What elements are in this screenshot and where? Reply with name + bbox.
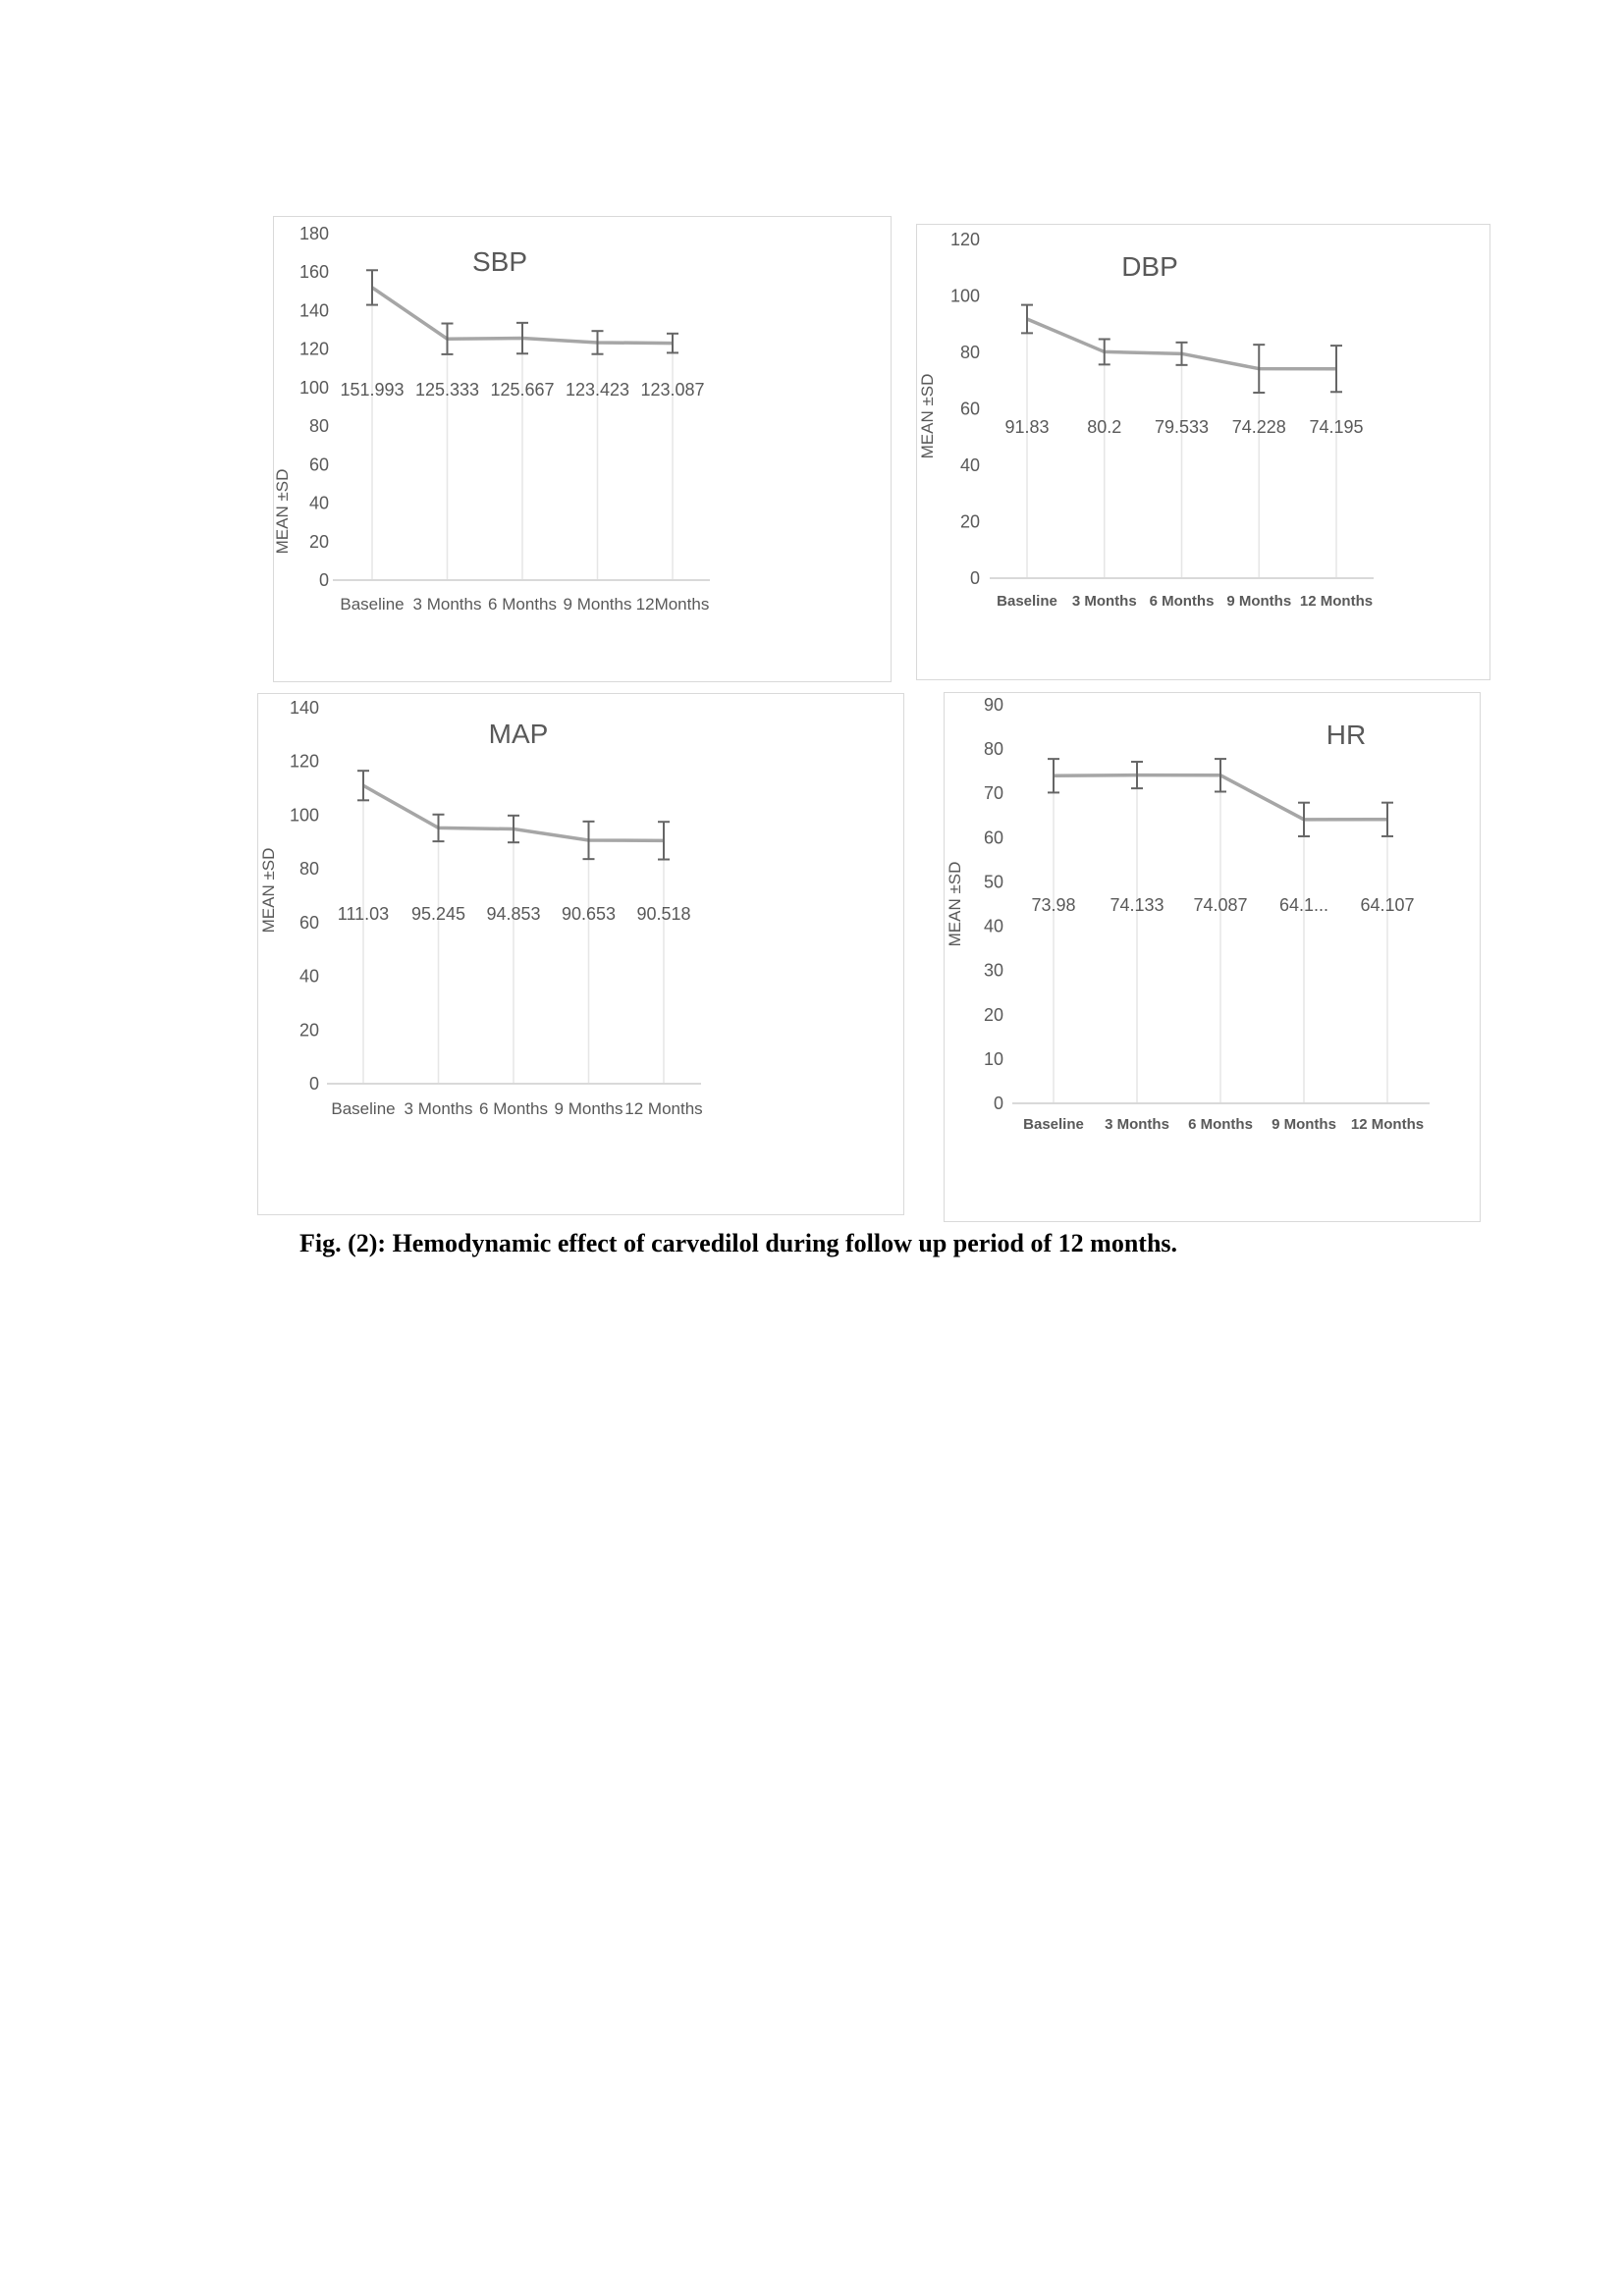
x-tick-label: 12 Months xyxy=(1350,1116,1425,1133)
x-tick-label: Baseline xyxy=(997,593,1057,610)
y-tick-label: 0 xyxy=(318,570,329,590)
data-label: 74.133 xyxy=(1110,895,1164,915)
x-tick-label: 6 Months xyxy=(1149,593,1215,610)
dbp-chart-svg xyxy=(917,225,1489,679)
y-tick-label: 40 xyxy=(983,916,1003,936)
data-label: 74.195 xyxy=(1309,417,1364,437)
data-label: 95.245 xyxy=(410,904,466,924)
y-tick-label: 60 xyxy=(308,454,329,475)
y-tick-label: 10 xyxy=(983,1048,1003,1069)
hr-chart-svg xyxy=(945,693,1480,1221)
y-tick-label: 140 xyxy=(289,698,319,718)
chart-title: DBP xyxy=(1121,251,1178,282)
data-label: 125.667 xyxy=(490,380,555,400)
x-tick-label: 6 Months xyxy=(488,595,557,614)
y-axis-title: MEAN ±SD xyxy=(946,861,964,947)
data-label: 80.2 xyxy=(1087,417,1122,437)
sbp-chart-svg xyxy=(274,217,891,681)
y-tick-label: 0 xyxy=(993,1094,1003,1113)
x-tick-label: 3 Months xyxy=(412,595,482,614)
data-label: 111.03 xyxy=(337,904,390,924)
y-axis-title: MEAN ±SD xyxy=(259,847,278,934)
data-label: 125.333 xyxy=(414,380,480,400)
y-tick-label: 100 xyxy=(949,286,980,306)
chart-title: SBP xyxy=(471,246,528,277)
y-tick-label: 40 xyxy=(298,966,319,987)
y-tick-label: 30 xyxy=(983,960,1003,981)
data-label: 73.98 xyxy=(1031,895,1076,915)
x-tick-label: 9 Months xyxy=(563,595,632,614)
y-tick-label: 20 xyxy=(959,511,980,532)
x-tick-label: 3 Months xyxy=(1105,1116,1169,1133)
y-axis-title: MEAN ±SD xyxy=(273,468,292,555)
y-tick-label: 60 xyxy=(983,828,1003,848)
y-tick-label: 120 xyxy=(298,339,329,359)
y-tick-label: 0 xyxy=(969,568,980,588)
y-axis-title: MEAN ±SD xyxy=(918,373,937,459)
sbp-chart xyxy=(273,216,892,682)
data-label: 74.087 xyxy=(1193,895,1248,915)
data-label: 94.853 xyxy=(486,904,541,924)
x-tick-label: 12 Months xyxy=(1299,593,1374,610)
y-tick-label: 120 xyxy=(289,751,319,772)
data-label: 151.993 xyxy=(340,380,405,400)
hr-chart xyxy=(944,692,1481,1222)
y-tick-label: 50 xyxy=(983,872,1003,892)
x-tick-label: 9 Months xyxy=(1272,1116,1336,1133)
y-tick-label: 20 xyxy=(298,1020,319,1041)
y-tick-label: 80 xyxy=(959,343,980,362)
x-tick-label: Baseline xyxy=(331,1099,396,1118)
y-tick-label: 160 xyxy=(298,262,329,283)
y-tick-label: 120 xyxy=(949,230,980,249)
dbp-chart xyxy=(916,224,1490,680)
data-label: 64.1... xyxy=(1278,895,1329,915)
y-tick-label: 180 xyxy=(298,224,329,243)
data-label: 79.533 xyxy=(1154,417,1210,437)
figure-caption: Fig. (2): Hemodynamic effect of carvedilol during follow up period of 12 months. xyxy=(299,1229,1178,1257)
data-label: 123.423 xyxy=(565,380,630,400)
x-tick-label: 9 Months xyxy=(554,1099,623,1118)
y-tick-label: 20 xyxy=(983,1004,1003,1025)
data-label: 91.83 xyxy=(1004,417,1050,437)
data-label: 74.228 xyxy=(1231,417,1286,437)
y-tick-label: 100 xyxy=(298,377,329,398)
x-tick-label: Baseline xyxy=(1023,1116,1084,1133)
y-tick-label: 40 xyxy=(308,493,329,513)
map-chart-svg xyxy=(258,694,903,1214)
y-tick-label: 70 xyxy=(983,783,1003,804)
y-tick-label: 100 xyxy=(289,805,319,826)
y-tick-label: 80 xyxy=(983,739,1003,760)
y-tick-label: 60 xyxy=(298,912,319,933)
map-chart xyxy=(257,693,904,1215)
chart-title: MAP xyxy=(488,719,549,749)
data-label: 90.518 xyxy=(636,904,691,924)
x-tick-label: 12Months xyxy=(635,595,710,614)
y-tick-label: 20 xyxy=(308,531,329,552)
x-tick-label: 6 Months xyxy=(1188,1116,1253,1133)
y-tick-label: 0 xyxy=(308,1074,319,1094)
y-tick-label: 90 xyxy=(983,695,1003,715)
data-label: 123.087 xyxy=(640,380,705,400)
chart-title: HR xyxy=(1326,720,1367,750)
x-tick-label: Baseline xyxy=(340,595,405,614)
data-label: 64.107 xyxy=(1360,895,1415,915)
y-tick-label: 80 xyxy=(308,416,329,437)
y-tick-label: 60 xyxy=(959,399,980,419)
x-tick-label: 3 Months xyxy=(404,1099,473,1118)
y-tick-label: 140 xyxy=(298,300,329,321)
y-tick-label: 40 xyxy=(959,455,980,475)
x-tick-label: 9 Months xyxy=(1226,593,1292,610)
x-tick-label: 6 Months xyxy=(479,1099,548,1118)
x-tick-label: 12 Months xyxy=(624,1099,703,1118)
data-label: 90.653 xyxy=(561,904,617,924)
x-tick-label: 3 Months xyxy=(1071,593,1137,610)
y-tick-label: 80 xyxy=(298,859,319,880)
